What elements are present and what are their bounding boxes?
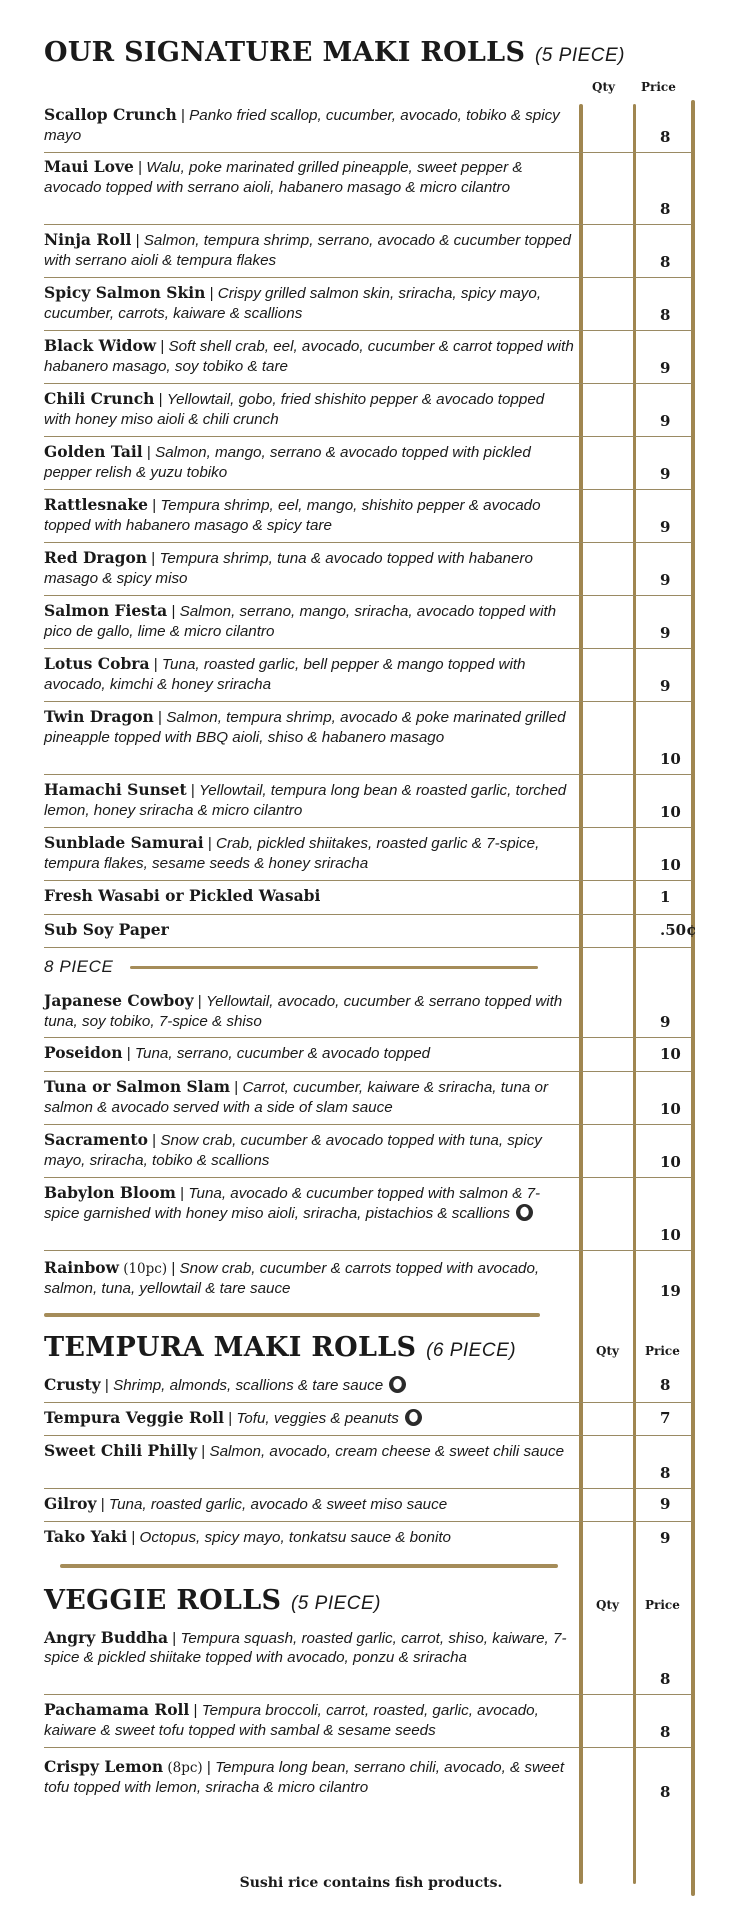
menu-item-name: Spicy Salmon Skin: [44, 283, 206, 302]
menu-item-description: Salmon, tempura shrimp, avocado & poke marinated grilled pineapple topped with BBQ aioli, shiso & habanero masago: [44, 709, 566, 746]
menu-item-text: [44, 707, 574, 747]
menu-item-price: 10: [660, 1226, 681, 1244]
menu-item-row: [44, 224, 692, 278]
name-separator: |: [154, 391, 167, 408]
menu-item-name: Hamachi Sunset: [44, 780, 187, 799]
menu-item-price: 8: [660, 1670, 671, 1688]
menu-item-price: 10: [660, 750, 681, 768]
menu-item-name: Crispy Lemon: [44, 1756, 164, 1776]
menu-item-description: Octopus, spicy mayo, tonkatsu sauce & bonito: [139, 1529, 452, 1547]
veggie-pieces: (5 PIECE): [290, 1593, 382, 1614]
menu-item-row: [44, 986, 692, 1038]
name-separator: |: [100, 1376, 114, 1394]
name-separator: |: [175, 1185, 189, 1203]
menu-item-price: 8: [660, 1723, 671, 1741]
menu-item-name: Red Dragon: [44, 548, 148, 567]
menu-item-name: Tuna or Salmon Slam: [44, 1077, 231, 1096]
veggie-qty-header: Qty: [596, 1598, 619, 1612]
menu-item-text: [44, 442, 574, 482]
menu-item-name: Salmon Fiesta: [44, 601, 168, 620]
menu-item-row: [44, 1435, 692, 1489]
menu-item-price: 8: [660, 200, 671, 218]
menu-item-description: Yellowtail, gobo, fried shishito pepper & avocado topped with honey miso aioli & chili crunch: [44, 391, 545, 428]
menu-item-description: Soft shell crab, eel, avocado, cucumber & carrot topped with habanero masago, soy tobiko & tare: [44, 338, 574, 375]
menu-item-price: 10: [660, 1044, 681, 1063]
menu-item-name: Angry Buddha: [44, 1627, 169, 1647]
menu-item-row: [44, 648, 692, 702]
menu-item-price: 10: [660, 1153, 681, 1171]
menu-item-text: [44, 389, 574, 429]
menu-item-price: 9: [660, 1013, 671, 1031]
menu-item-text: [44, 283, 574, 323]
menu-item-row: [44, 1488, 692, 1522]
name-separator: |: [156, 338, 169, 355]
veggie-leaf-icon: [389, 1376, 406, 1393]
menu-item-row: [44, 1369, 692, 1403]
menu-item-name: Black Widow: [44, 336, 157, 355]
menu-item-row: [44, 1747, 692, 1807]
menu-item-name: Pachamama Roll: [44, 1700, 190, 1719]
menu-item-row: [44, 595, 692, 649]
menu-item-text: [44, 1077, 574, 1117]
menu-item-text: [44, 105, 574, 145]
name-separator: |: [176, 107, 190, 124]
name-separator: |: [148, 497, 161, 514]
menu-item-description: Snow crab, cucumber & carrots topped with avocado, salmon, tuna, yellowtail & tare sauce: [44, 1259, 540, 1297]
menu-item-text: [44, 654, 574, 694]
menu-item-text: [44, 833, 574, 873]
menu-item-row: [44, 151, 692, 225]
name-separator: |: [127, 1529, 140, 1547]
menu-item-name: Sweet Chili Philly: [44, 1441, 198, 1460]
signature-end-divider: [44, 1313, 540, 1317]
menu-item-price: 9: [660, 465, 671, 483]
menu-item-price: 10: [660, 856, 681, 874]
menu-item-description: Salmon, tempura shrimp, serrano, avocado & cucumber topped with serrano aioli & tempura flakes: [44, 232, 571, 269]
veggie-price-header: Price: [645, 1598, 680, 1612]
menu-item-name: Sunblade Samurai: [44, 833, 204, 852]
menu-item-description: Tempura shrimp, tuna & avocado topped with habanero masago & spicy miso: [44, 550, 533, 587]
menu-item-price: 9: [660, 624, 671, 642]
menu-item-row: [44, 1177, 692, 1251]
menu-item-text: [44, 886, 574, 907]
name-separator: |: [149, 656, 162, 673]
signature-price-header: Price: [641, 80, 676, 94]
menu-item-row: [44, 774, 692, 828]
menu-item-price: 10: [660, 1100, 681, 1118]
menu-item-text: [44, 1130, 574, 1170]
menu-item-text: [44, 1441, 574, 1462]
menu-item-name: Lotus Cobra: [44, 654, 150, 673]
menu-item-row: [44, 383, 692, 437]
menu-item-row: [44, 1071, 692, 1125]
menu-item-text: [44, 1700, 574, 1740]
menu-item-description: Shrimp, almonds, scallions & tare sauce: [113, 1376, 384, 1394]
menu-item-row: [44, 330, 692, 384]
menu-item-name: Sub Soy Paper: [44, 919, 169, 939]
name-separator: |: [142, 444, 156, 461]
menu-item-price: 9: [660, 412, 671, 430]
eight-piece-divider: [130, 966, 538, 969]
menu-item-description: Panko fried scallop, cucumber, avocado, tobiko & spicy mayo: [44, 107, 560, 144]
menu-item-name: Golden Tail: [44, 442, 143, 461]
name-separator: |: [168, 1629, 181, 1647]
menu-item-description: Tuna, roasted garlic, avocado & sweet miso sauce: [108, 1495, 448, 1513]
menu-item-row: [44, 489, 692, 543]
menu-item-name: Japanese Cowboy: [44, 991, 194, 1010]
menu-item-name: Tako Yaki: [44, 1527, 128, 1547]
menu-item-description: Snow crab, cucumber & avocado topped with tuna, spicy mayo, sriracha, tobiko & scallions: [44, 1132, 542, 1169]
menu-item-row: [44, 99, 692, 153]
name-separator: |: [167, 1259, 180, 1277]
menu-item-name: Ninja Roll: [44, 230, 132, 249]
menu-item-text: [44, 1757, 574, 1798]
menu-item-description: Tempura shrimp, eel, mango, shishito pepper & avocado topped with habanero masago & spicy tare: [44, 497, 541, 534]
name-separator: |: [167, 603, 180, 620]
menu-item-text: [44, 157, 574, 197]
menu-item-description: Yellowtail, avocado, cucumber & serrano topped with tuna, soy tobiko, 7-spice & shiso: [44, 993, 563, 1030]
name-separator: |: [193, 993, 206, 1010]
menu-item-price: 9: [660, 359, 671, 377]
menu-item-text: [44, 1183, 574, 1223]
menu-item-price: 8: [660, 1376, 671, 1394]
menu-item-description: Tempura broccoli, carrot, roasted, garlic, avocado, kaiware & sweet tofu topped with sambal & sesame seeds: [44, 1702, 539, 1739]
menu-item-name: Fresh Wasabi or Pickled Wasabi: [44, 886, 321, 906]
menu-item-name: Tempura Veggie Roll: [44, 1407, 225, 1427]
menu-item-description: Walu, poke marinated grilled pineapple, sweet pepper & avocado topped with serrano aioli, habanero masago & micro cilantro: [44, 159, 523, 196]
menu-item-name: Maui Love: [44, 157, 134, 177]
menu-item-piece-count: (10pc): [123, 1260, 168, 1277]
menu-item-name: Babylon Bloom: [44, 1183, 176, 1203]
name-separator: |: [96, 1495, 109, 1513]
menu-item-price: 8: [660, 306, 671, 324]
tempura-end-divider: [60, 1564, 558, 1568]
signature-title: OUR SIGNATURE MAKI ROLLS (5 PIECE): [44, 37, 625, 68]
menu-item-description: Salmon, avocado, cream cheese & sweet chili sauce: [209, 1443, 565, 1460]
menu-item-text: [44, 991, 574, 1031]
signature-qty-header: Qty: [592, 80, 615, 94]
menu-item-description: Carrot, cucumber, kaiware & sriracha, tuna or salmon & avocado served with a side of slam sauce: [44, 1079, 548, 1116]
menu-item-row: [44, 1521, 692, 1555]
eight-piece-label: 8 PIECE: [44, 957, 114, 976]
name-separator: |: [203, 835, 216, 852]
name-separator: |: [147, 550, 160, 567]
menu-item-row: [44, 880, 692, 915]
menu-item-row: [44, 1124, 692, 1178]
menu-item-name: Scallop Crunch: [44, 105, 177, 124]
menu-item-description: Yellowtail, tempura long bean & roasted garlic, torched lemon, honey sriracha & micro cilantro: [44, 782, 567, 819]
menu-item-description: Tofu, veggies & peanuts: [236, 1409, 399, 1427]
menu-item-row: [44, 1694, 692, 1748]
menu-item-text: [44, 1375, 574, 1396]
menu-item-price: 7: [660, 1409, 671, 1427]
menu-item-price: 8: [660, 128, 671, 146]
menu-item-name: Sacramento: [44, 1130, 148, 1149]
menu-item-price: 8: [660, 1464, 671, 1482]
menu-item-price: 9: [660, 571, 671, 589]
tempura-qty-header: Qty: [596, 1344, 619, 1358]
name-separator: |: [230, 1079, 243, 1096]
menu-item-text: [44, 548, 574, 588]
menu-item-description: Tuna, roasted garlic, bell pepper & mango topped with avocado, kimchi & honey sriracha: [44, 656, 526, 693]
name-separator: |: [189, 1702, 202, 1719]
tempura-price-header: Price: [645, 1344, 680, 1358]
menu-item-text: [44, 1527, 574, 1548]
veggie-leaf-icon: [516, 1204, 533, 1221]
menu-item-text: [44, 780, 574, 820]
menu-item-name: Poseidon: [44, 1043, 123, 1063]
menu-item-price: 19: [660, 1282, 681, 1300]
menu-item-text: [44, 495, 574, 535]
menu-item-text: [44, 1408, 574, 1429]
menu-item-description: Tuna, serrano, cucumber & avocado topped: [134, 1045, 431, 1063]
menu-item-description: Tuna, avocado & cucumber topped with salmon & 7-spice garnished with honey miso aioli, sriracha, pistachios & scallions: [44, 1185, 541, 1222]
name-separator: |: [224, 1409, 237, 1427]
menu-item-piece-count: (8pc): [167, 1759, 203, 1776]
menu-item-row: [44, 542, 692, 596]
menu-item-description: Crispy grilled salmon skin, sriracha, spicy mayo, cucumber, carrots, kaiware & scallions: [44, 285, 542, 322]
name-separator: |: [197, 1443, 210, 1460]
footer-note: Sushi rice contains fish products.: [239, 1875, 503, 1891]
menu-item-text: [44, 1258, 574, 1299]
menu-item-name: Rainbow: [44, 1257, 119, 1277]
menu-item-name: Rattlesnake: [44, 495, 148, 514]
menu-item-text: [44, 230, 574, 270]
menu-item-name: Crusty: [44, 1374, 101, 1394]
name-separator: |: [205, 285, 218, 302]
menu-item-price: 8: [660, 253, 671, 271]
menu-item-price: 1: [660, 887, 671, 906]
menu-item-description: Tempura long bean, serrano chili, avocado, & sweet tofu topped with lemon, sriracha & micro cilantro: [44, 1758, 565, 1796]
menu-item-price: 9: [660, 518, 671, 536]
menu-item-row: [44, 277, 692, 331]
menu-item-name: Gilroy: [44, 1493, 97, 1513]
menu-item-name: Chili Crunch: [44, 389, 155, 408]
menu-item-row: [44, 701, 692, 775]
name-separator: |: [147, 1132, 161, 1149]
menu-item-row: [44, 1037, 692, 1072]
menu-item-row: [44, 827, 692, 881]
menu-item-price: 8: [660, 1783, 671, 1801]
tempura-pieces: (6 PIECE): [426, 1340, 517, 1361]
tempura-title: TEMPURA MAKI ROLLS (6 PIECE): [44, 1332, 517, 1363]
name-separator: |: [122, 1045, 135, 1063]
veggie-leaf-icon: [405, 1409, 422, 1426]
veggie-title: VEGGIE ROLLS (5 PIECE): [44, 1585, 382, 1616]
menu-item-price: 9: [660, 1528, 671, 1547]
menu-item-text: [44, 920, 574, 941]
menu-item-price: 9: [660, 1495, 671, 1513]
menu-item-row: [44, 914, 697, 948]
menu-item-price: .50¢: [660, 921, 697, 939]
menu-item-row: [44, 1250, 692, 1306]
name-separator: |: [131, 232, 144, 249]
menu-item-text: [44, 336, 574, 376]
name-separator: |: [133, 159, 147, 177]
menu-item-row: [44, 436, 692, 490]
menu-item-text: [44, 1628, 574, 1668]
menu-item-row: [44, 1402, 692, 1436]
menu-item-price: 10: [660, 803, 681, 821]
menu-item-name: Twin Dragon: [44, 707, 154, 727]
menu-item-price: 9: [660, 677, 671, 695]
menu-item-description: Crab, pickled shiitakes, roasted garlic & 7-spice, tempura flakes, sesame seeds & honey sriracha: [44, 835, 540, 872]
menu-item-text: [44, 1494, 574, 1515]
name-separator: |: [153, 709, 167, 727]
menu-item-description: Tempura squash, roasted garlic, carrot, shiso, kaiware, 7-spice & pickled shiitake topped with avocado, ponzu & sriracha: [44, 1629, 567, 1667]
name-separator: |: [202, 1758, 216, 1776]
signature-pieces: (5 PIECE): [534, 45, 625, 66]
name-separator: |: [186, 782, 199, 799]
menu-item-row: [44, 1622, 692, 1695]
menu-item-description: Salmon, serrano, mango, sriracha, avocado topped with pico de gallo, lime & micro cilantro: [44, 603, 557, 640]
menu-item-text: [44, 1043, 574, 1064]
menu-item-text: [44, 601, 574, 641]
menu-item-description: Salmon, mango, serrano & avocado topped with pickled pepper relish & yuzu tobiko: [44, 444, 531, 481]
